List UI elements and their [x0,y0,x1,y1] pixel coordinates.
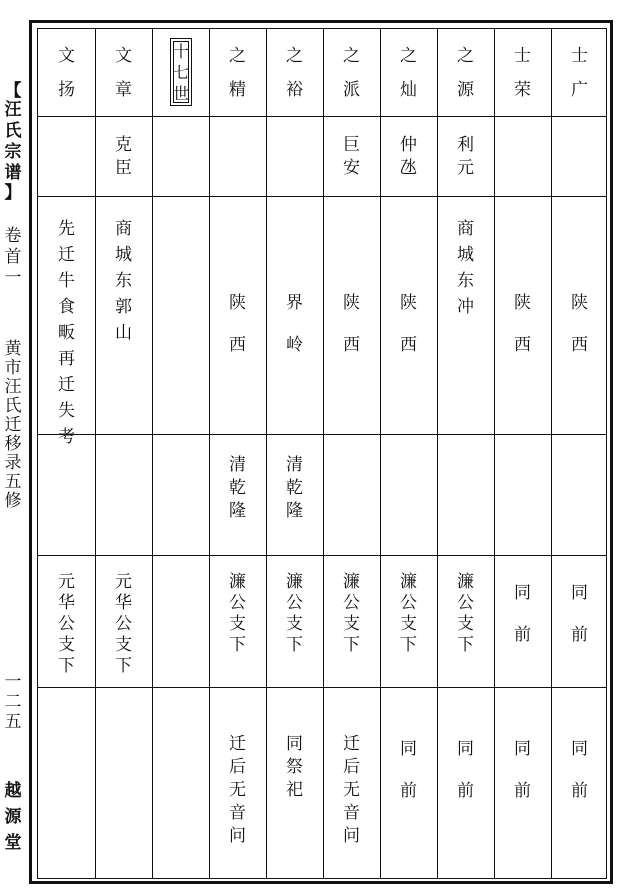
table-column [437,29,494,878]
bracket-close: 】 [4,183,22,203]
cell-header: 之 裕 [286,46,303,100]
cell-origin: 陕 西 [400,293,417,355]
volume-label: 卷 首 一 [4,226,22,288]
cell-origin: 陕 西 [571,293,588,355]
cell-header: 士 广 [571,46,588,100]
cell-note: 同 前 [514,739,531,801]
cell-header: 之 源 [457,46,474,100]
cell-branch: 濂 公 支 下 [457,572,474,655]
cell-header: 之 派 [343,46,360,100]
cell-header: 士 荣 [514,46,531,100]
bracket-open: 【 [4,81,22,101]
cell-header: 之 灿 [400,46,417,100]
cell-origin: 商 城 东 冲 [457,219,474,317]
cell-header: 文 扬 [58,46,75,100]
generation-label: 十 七 世 [170,38,192,106]
cell-origin: 商 城 东 郭 山 [115,219,132,343]
cell-branch: 濂 公 支 下 [400,572,417,655]
cell-branch: 濂 公 支 下 [343,572,360,655]
cell-era: 清 乾 隆 [286,455,303,521]
book-title [0,82,26,202]
table-column [152,29,209,878]
cell-header: 文 章 [115,46,132,100]
cell-origin: 陕 西 [514,293,531,355]
cell-branch: 同 前 [514,583,531,645]
cell-note: 迁 后 无 音 问 [229,734,246,846]
table-column [209,29,266,878]
cell-branch: 元 华 公 支 下 [115,572,132,676]
book-title-text: 汪 氏 宗 谱 [4,100,22,183]
cell-note: 同 前 [571,739,588,801]
cell-note: 迁 后 无 音 问 [343,734,360,846]
table-column [551,29,608,878]
cell-header: 之 精 [229,46,246,100]
record-title: 黄 市 汪 氏 迁 移 录 五 修 [4,339,22,511]
cell-branch: 元 华 公 支 下 [58,572,75,676]
table-column [266,29,323,878]
hall-name: 越 源 堂 [4,781,22,853]
genealogy-table [37,28,607,879]
cell-origin: 陕 西 [229,293,246,355]
table-column [494,29,551,878]
table-column [38,29,95,878]
page-number: 一 二 五 [4,672,22,732]
cell-name: 仲 氹 [400,135,417,178]
cell-note: 同 祭 祀 [286,734,303,800]
table-column [380,29,437,878]
cell-origin: 先 迁 牛 食 畈 再 迁 失 考 [58,219,75,447]
cell-origin: 界 岭 [286,293,303,355]
cell-name: 利 元 [457,135,474,178]
cell-name: 巨 安 [343,135,360,178]
cell-branch: 濂 公 支 下 [229,572,246,655]
table-column [95,29,152,878]
cell-note: 同 前 [457,739,474,801]
cell-era: 清 乾 隆 [229,455,246,521]
cell-branch: 同 前 [571,583,588,645]
table-column [323,29,380,878]
cell-name: 克 臣 [115,135,132,178]
cell-origin: 陕 西 [343,293,360,355]
cell-branch: 濂 公 支 下 [286,572,303,655]
cell-note: 同 前 [400,739,417,801]
